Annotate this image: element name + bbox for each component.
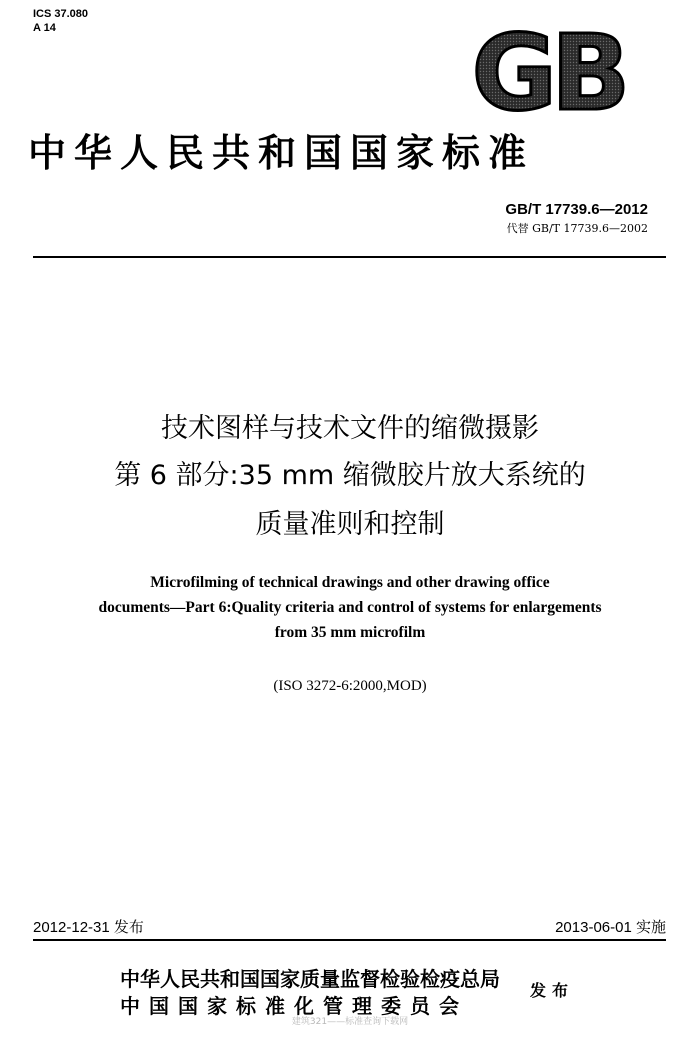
implementation-date: 2013-06-01 实施: [555, 919, 666, 936]
bottom-divider: [33, 939, 666, 941]
english-title-line-2: documents—Part 6:Quality criteria and control of systems for enlargements: [98, 599, 602, 616]
ics-code: ICS 37.080: [33, 8, 89, 20]
english-title-line-1: Microfilming of technical drawings and other drawing office: [150, 574, 550, 591]
issue-date: 2012-12-31 发布: [33, 919, 144, 936]
publish-label: 发布: [530, 981, 575, 1000]
ccs-code: A 14: [33, 22, 56, 34]
chinese-title-line-2: 第 6 部分:35 mm 缩微胶片放大系统的: [114, 460, 586, 491]
watermark: 建筑321——标准查询下载网: [291, 1017, 409, 1027]
chinese-title-line-3: 质量准则和控制: [255, 509, 445, 540]
gb-logo: [470, 25, 626, 119]
classification-codes: [33, 7, 88, 35]
top-divider: [33, 256, 666, 258]
english-title-line-3: from 35 mm microfilm: [274, 624, 426, 641]
issuer-line-1: 中华人民共和国国家质量监督检验检疫总局: [120, 967, 500, 991]
gb-logo-text: GB: [471, 25, 625, 119]
replaces-standard: 代替 GB/T 17739.6—2002: [506, 222, 648, 235]
iso-reference: (ISO 3272-6:2000,MOD): [273, 678, 427, 694]
issuer-line-2: 中国国家标准化管理委员会: [120, 994, 468, 1018]
chinese-title-line-1: 技术图样与技术文件的缩微摄影: [161, 413, 539, 444]
national-standard-title: 中华人民共和国国家标准: [28, 130, 535, 175]
standard-number: GB/T 17739.6—2012: [505, 201, 648, 218]
